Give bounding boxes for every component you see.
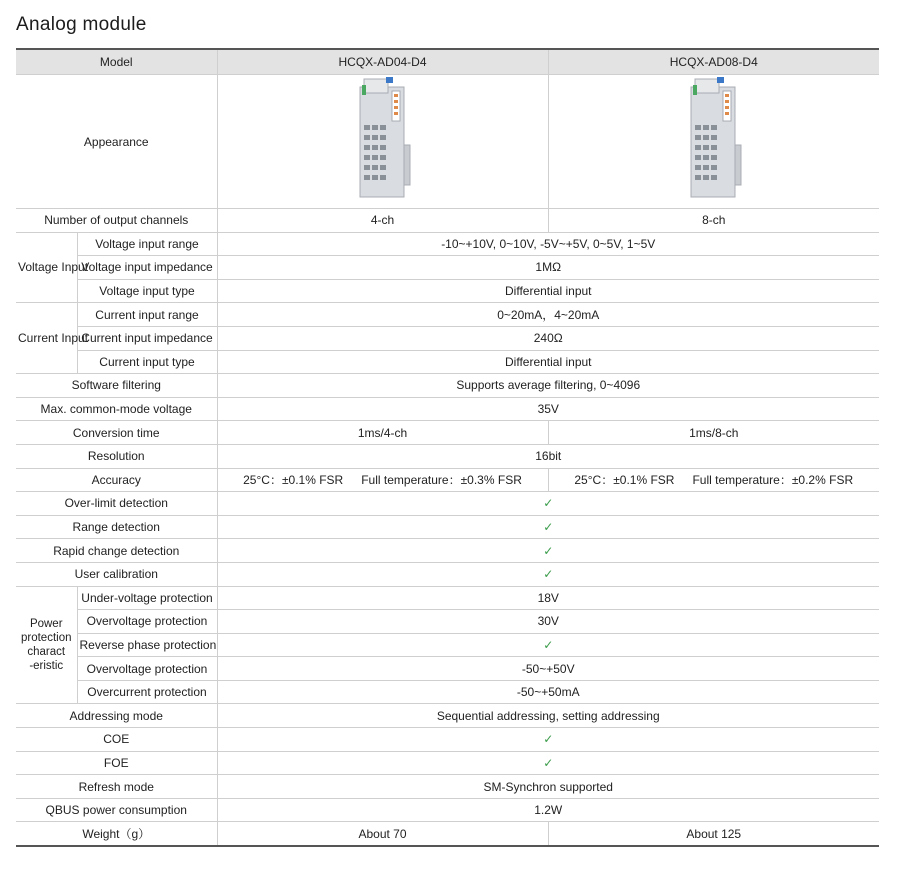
resolution-value: 16bit xyxy=(217,444,879,468)
model-label: Model xyxy=(16,49,217,75)
over-limit-row xyxy=(16,492,879,516)
accuracy-ad08 xyxy=(548,468,879,492)
weight-label: Weight（g） xyxy=(16,822,217,846)
channels-row xyxy=(16,209,879,233)
coe-row xyxy=(16,728,879,752)
power-protection-group xyxy=(16,586,77,704)
software-filtering-row xyxy=(16,374,879,398)
current-impedance-row xyxy=(16,326,879,350)
overvoltage2-row xyxy=(16,657,879,681)
voltage-type-row xyxy=(16,279,879,303)
undervoltage-row xyxy=(16,586,879,610)
check-icon: ✓ xyxy=(543,496,554,511)
accuracy-row xyxy=(16,468,879,492)
current-range-label: Current input range xyxy=(77,303,217,327)
overvoltage2-label: Overvoltage protection xyxy=(77,657,217,681)
software-filtering-value: Supports average filtering, 0~4096 xyxy=(217,374,879,398)
conversion-time-label: Conversion time xyxy=(16,421,217,445)
resolution-row xyxy=(16,444,879,468)
weight-ad04: About 70 xyxy=(217,822,548,846)
check-icon: ✓ xyxy=(543,637,554,652)
check-icon: ✓ xyxy=(543,543,554,558)
appearance-ad04 xyxy=(217,75,548,209)
qbus-value: 1.2W xyxy=(217,798,879,822)
refresh-row xyxy=(16,775,879,799)
rapid-change-row xyxy=(16,539,879,563)
over-limit-label: Over-limit detection xyxy=(16,492,217,516)
check-icon: ✓ xyxy=(543,755,554,770)
overcurrent-row xyxy=(16,680,879,704)
foe-row xyxy=(16,751,879,775)
voltage-range-value: -10~+10V, 0~10V, -5V~+5V, 0~5V, 1~5V xyxy=(217,232,879,256)
user-calibration-row xyxy=(16,562,879,586)
common-mode-value: 35V xyxy=(217,397,879,421)
power-group-line: -eristic xyxy=(29,659,64,672)
current-type-row xyxy=(16,350,879,374)
model-ad08: HCQX-AD08-D4 xyxy=(548,49,879,75)
addressing-label: Addressing mode xyxy=(16,704,217,728)
accuracy-ad04-full: Full temperature：±0.3% FSR xyxy=(361,472,522,487)
accuracy-ad04 xyxy=(217,468,548,492)
undervoltage-label: Under-voltage protection xyxy=(77,586,217,610)
refresh-label: Refresh mode xyxy=(16,775,217,799)
conversion-time-ad08: 1ms/8-ch xyxy=(548,421,879,445)
current-input-group: Current Input xyxy=(16,303,77,374)
overvoltage-row xyxy=(16,610,879,634)
appearance-ad08 xyxy=(548,75,879,209)
reverse-phase-row xyxy=(16,633,879,657)
software-filtering-label: Software filtering xyxy=(16,374,217,398)
addressing-value: Sequential addressing, setting addressing xyxy=(217,704,879,728)
undervoltage-value: 18V xyxy=(217,586,879,610)
channels-ad04: 4-ch xyxy=(217,209,548,233)
check-icon: ✓ xyxy=(543,567,554,582)
channels-ad08: 8-ch xyxy=(548,209,879,233)
qbus-label: QBUS power consumption xyxy=(16,798,217,822)
voltage-impedance-label: Voltage input impedance xyxy=(77,256,217,280)
qbus-row xyxy=(16,798,879,822)
page-title: Analog module xyxy=(16,14,147,35)
range-detection-label: Range detection xyxy=(16,515,217,539)
module-image-ad08 xyxy=(681,75,747,205)
accuracy-ad08-full: Full temperature：±0.2% FSR xyxy=(692,472,854,487)
weight-row xyxy=(16,822,879,846)
model-ad04: HCQX-AD04-D4 xyxy=(217,49,548,75)
check-icon: ✓ xyxy=(543,520,554,535)
range-detection-row xyxy=(16,515,879,539)
voltage-range-label: Voltage input range xyxy=(77,232,217,256)
power-group-line: protection xyxy=(20,631,72,644)
current-range-row xyxy=(16,303,879,327)
conversion-time-ad04: 1ms/4-ch xyxy=(217,421,548,445)
coe-label: COE xyxy=(16,728,217,752)
user-calibration-label: User calibration xyxy=(16,562,217,586)
rapid-change-label: Rapid change detection xyxy=(16,539,217,563)
refresh-value: SM-Synchron supported xyxy=(217,775,879,799)
header-row xyxy=(16,49,879,75)
voltage-input-group: Voltage Input xyxy=(16,232,77,303)
voltage-impedance-row xyxy=(16,256,879,280)
check-icon: ✓ xyxy=(543,732,554,747)
overcurrent-value: -50~+50mA xyxy=(217,680,879,704)
foe-label: FOE xyxy=(16,751,217,775)
addressing-row xyxy=(16,704,879,728)
current-range-value: 0~20mA，4~20mA xyxy=(217,303,879,327)
overvoltage2-value: -50~+50V xyxy=(217,657,879,681)
overvoltage-label: Overvoltage protection xyxy=(77,610,217,634)
current-type-value: Differential input xyxy=(217,350,879,374)
current-impedance-value: 240Ω xyxy=(217,326,879,350)
voltage-range-row xyxy=(16,232,879,256)
voltage-type-value: Differential input xyxy=(217,279,879,303)
resolution-label: Resolution xyxy=(16,444,217,468)
overcurrent-label: Overcurrent protection xyxy=(77,680,217,704)
reverse-phase-label: Reverse phase protection xyxy=(77,633,217,657)
appearance-label: Appearance xyxy=(16,75,217,209)
common-mode-row xyxy=(16,397,879,421)
spec-table xyxy=(16,48,879,847)
overvoltage-value: 30V xyxy=(217,610,879,634)
current-impedance-label: Current input impedance xyxy=(77,326,217,350)
conversion-time-row xyxy=(16,421,879,445)
power-group-line: Power xyxy=(29,617,63,630)
current-type-label: Current input type xyxy=(77,350,217,374)
power-group-line: charact xyxy=(27,645,66,658)
voltage-type-label: Voltage input type xyxy=(77,279,217,303)
common-mode-label: Max. common-mode voltage xyxy=(16,397,217,421)
accuracy-ad04-room: 25°C：±0.1% FSR xyxy=(243,472,344,487)
accuracy-ad08-room: 25°C：±0.1% FSR xyxy=(574,472,675,487)
accuracy-label: Accuracy xyxy=(16,468,217,492)
weight-ad08: About 125 xyxy=(548,822,879,846)
module-image-ad04 xyxy=(350,75,416,205)
voltage-impedance-value: 1MΩ xyxy=(217,256,879,280)
appearance-row xyxy=(16,75,879,209)
channels-label: Number of output channels xyxy=(16,209,217,233)
